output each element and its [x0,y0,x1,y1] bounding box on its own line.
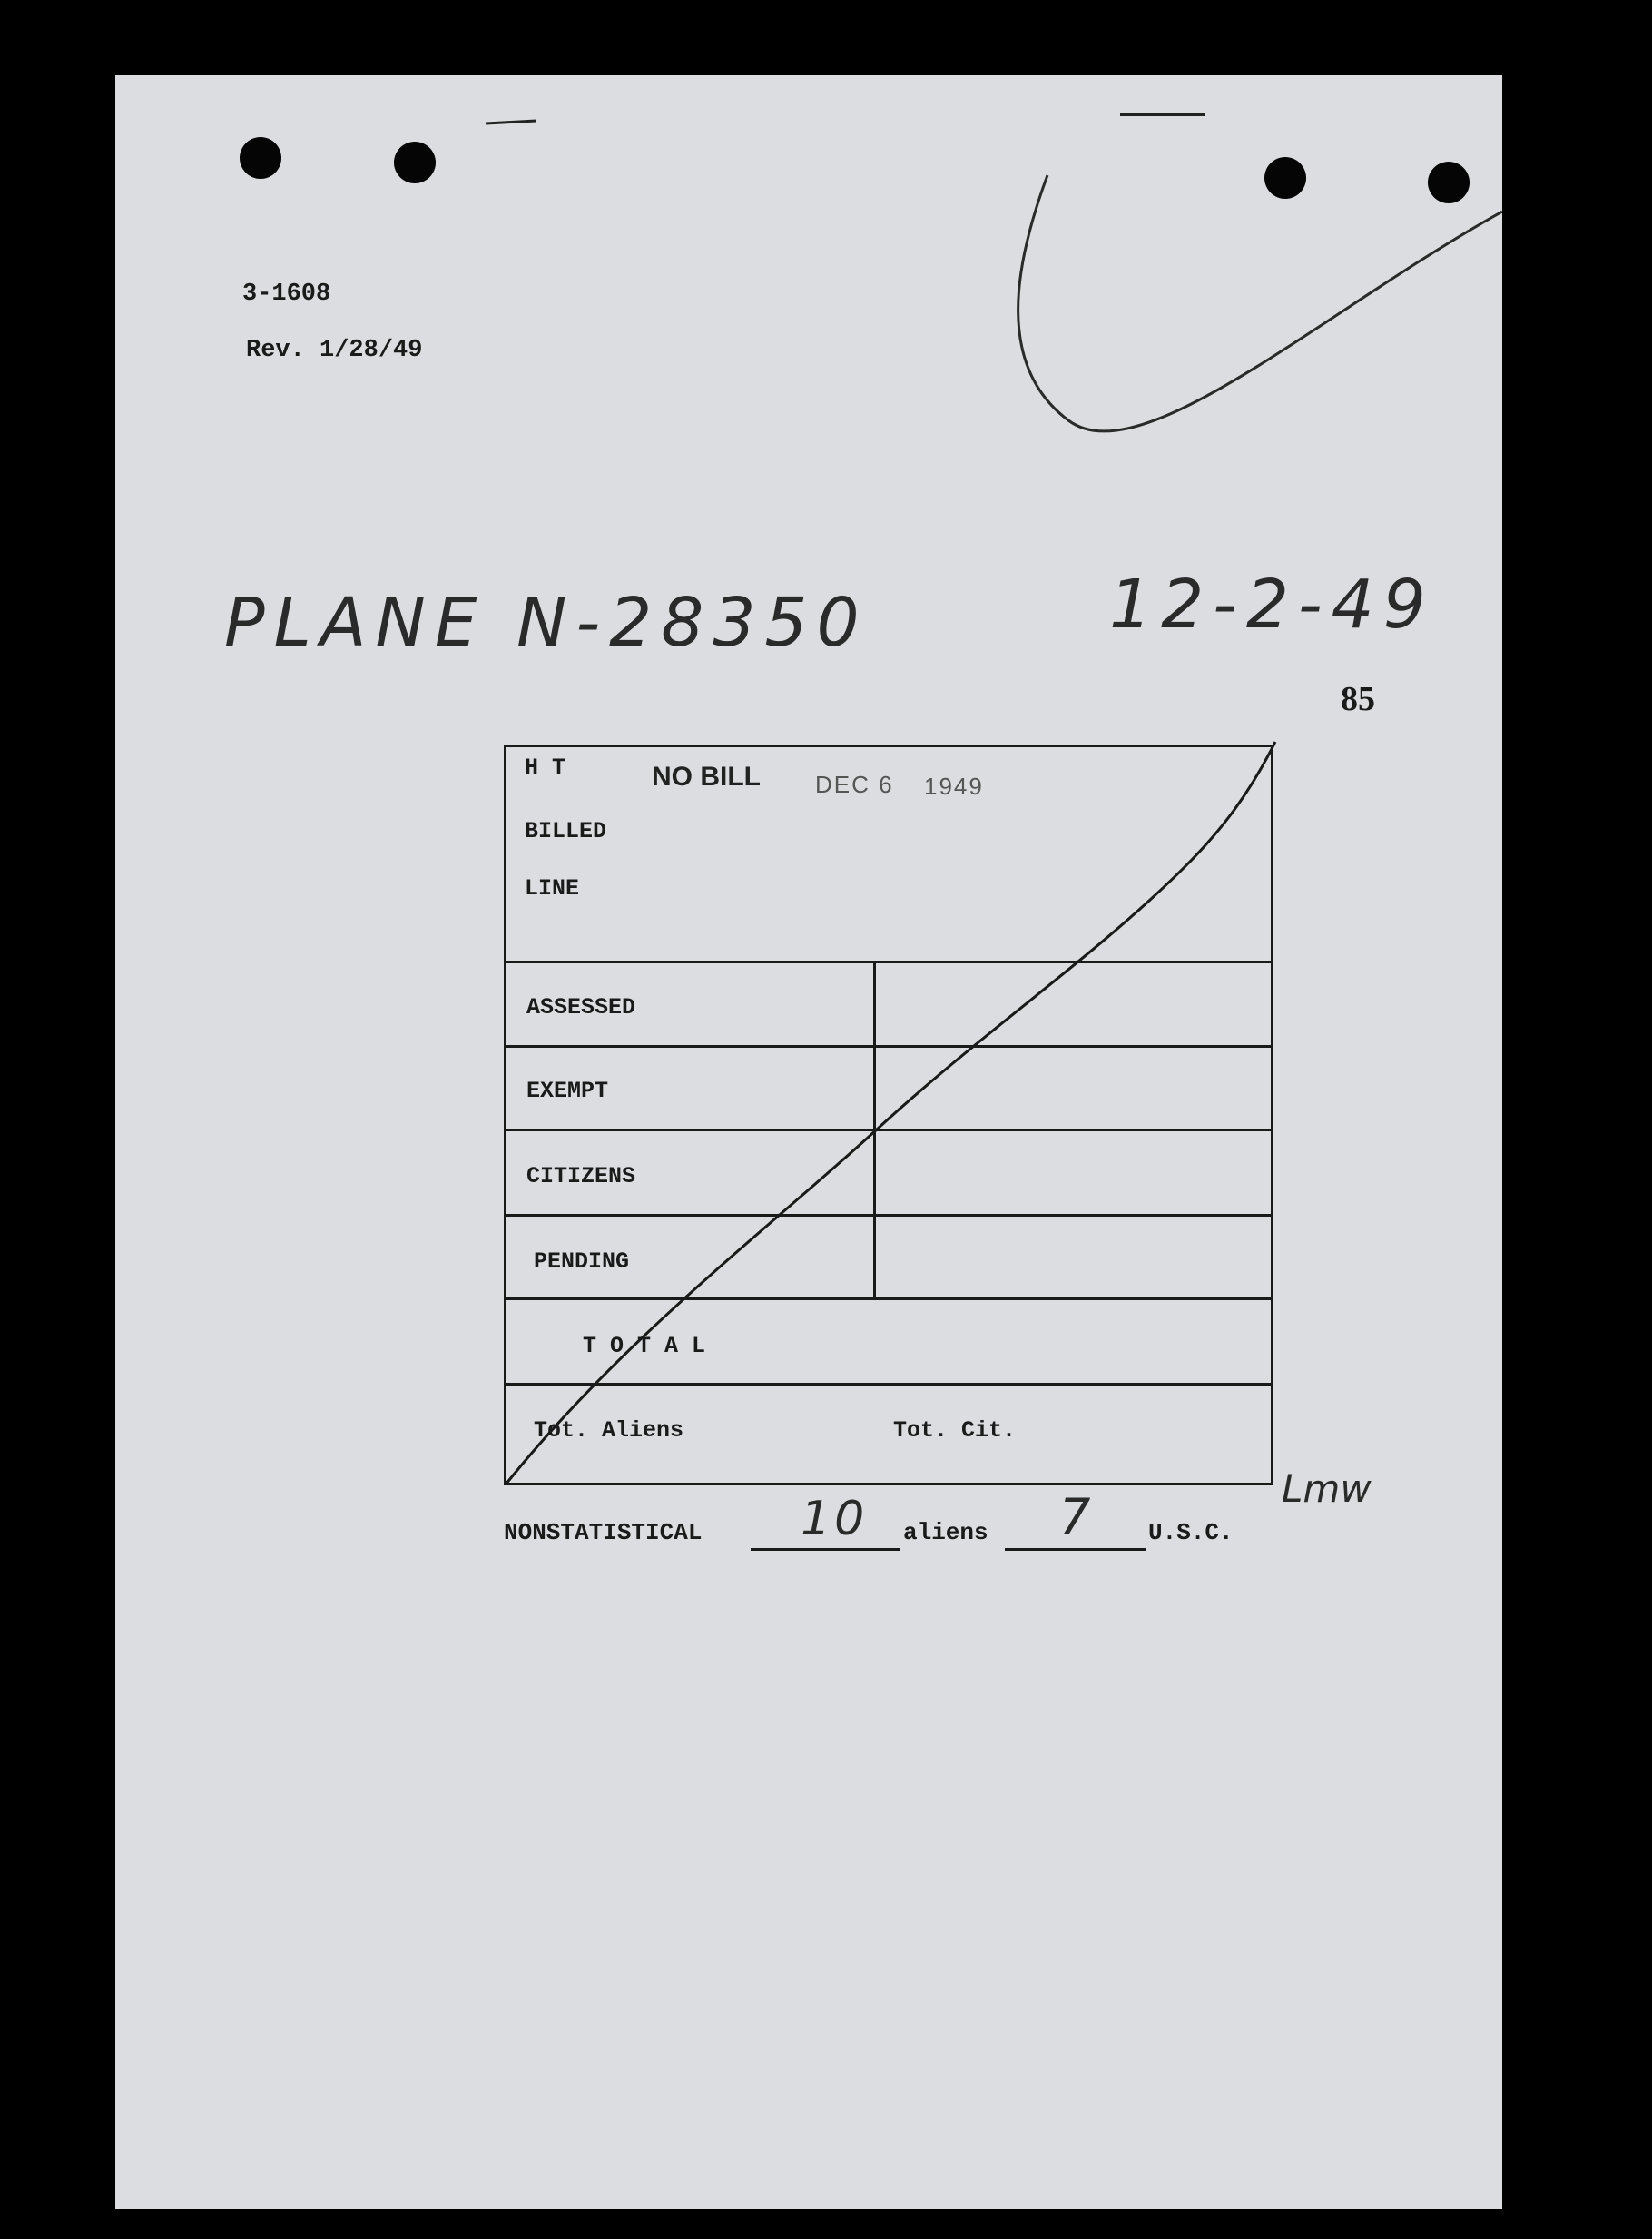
top-dash-mark [1120,113,1205,116]
table-divider [506,1045,1271,1048]
label-tot-aliens: Tot. Aliens [534,1417,684,1444]
label-billed: BILLED [525,818,607,844]
handwritten-aliens-count: 10 [801,1492,869,1546]
no-bill-stamp: NO BILL [652,762,761,792]
document-sheet [115,75,1502,2209]
form-number: 3-1608 [242,281,331,308]
label-tot-cit: Tot. Cit. [893,1417,1017,1444]
usc-label: U.S.C. [1148,1519,1234,1546]
label-exempt: EXEMPT [526,1078,609,1104]
check-mark-stroke [1018,175,1502,431]
stamp-date-year: 1949 [924,773,984,800]
punch-hole [1264,157,1306,199]
label-pending: PENDING [534,1248,630,1275]
table-column-divider [873,961,876,1300]
punch-hole [1428,162,1470,203]
table-divider [506,1297,1271,1300]
table-divider [506,1129,1271,1131]
handwritten-usc-count: 7 [1059,1488,1091,1545]
label-citizens: CITIZENS [526,1163,636,1189]
form-revision: Rev. 1/28/49 [246,337,423,364]
handwritten-plane-number: PLANE N-28350 [224,584,869,662]
record-form-table [504,745,1273,1485]
table-divider [506,1214,1271,1217]
punch-hole [240,137,281,179]
stamp-date-month-day: DEC 6 [815,771,894,798]
nonstatistical-label: NONSTATISTICAL [504,1519,703,1546]
punch-hole [394,142,436,183]
handwritten-date: 12-2-49 [1109,566,1435,644]
table-divider [506,1383,1271,1386]
label-total: T O T A L [583,1333,706,1359]
handwritten-initials: Lmw [1282,1466,1372,1511]
top-dash-mark [486,120,536,125]
label-ht: H T [525,755,566,781]
aliens-label: aliens [903,1519,988,1546]
table-divider [506,961,1271,963]
label-line: LINE [525,875,580,902]
page-number: 85 [1341,680,1375,718]
label-assessed: ASSESSED [526,994,636,1021]
